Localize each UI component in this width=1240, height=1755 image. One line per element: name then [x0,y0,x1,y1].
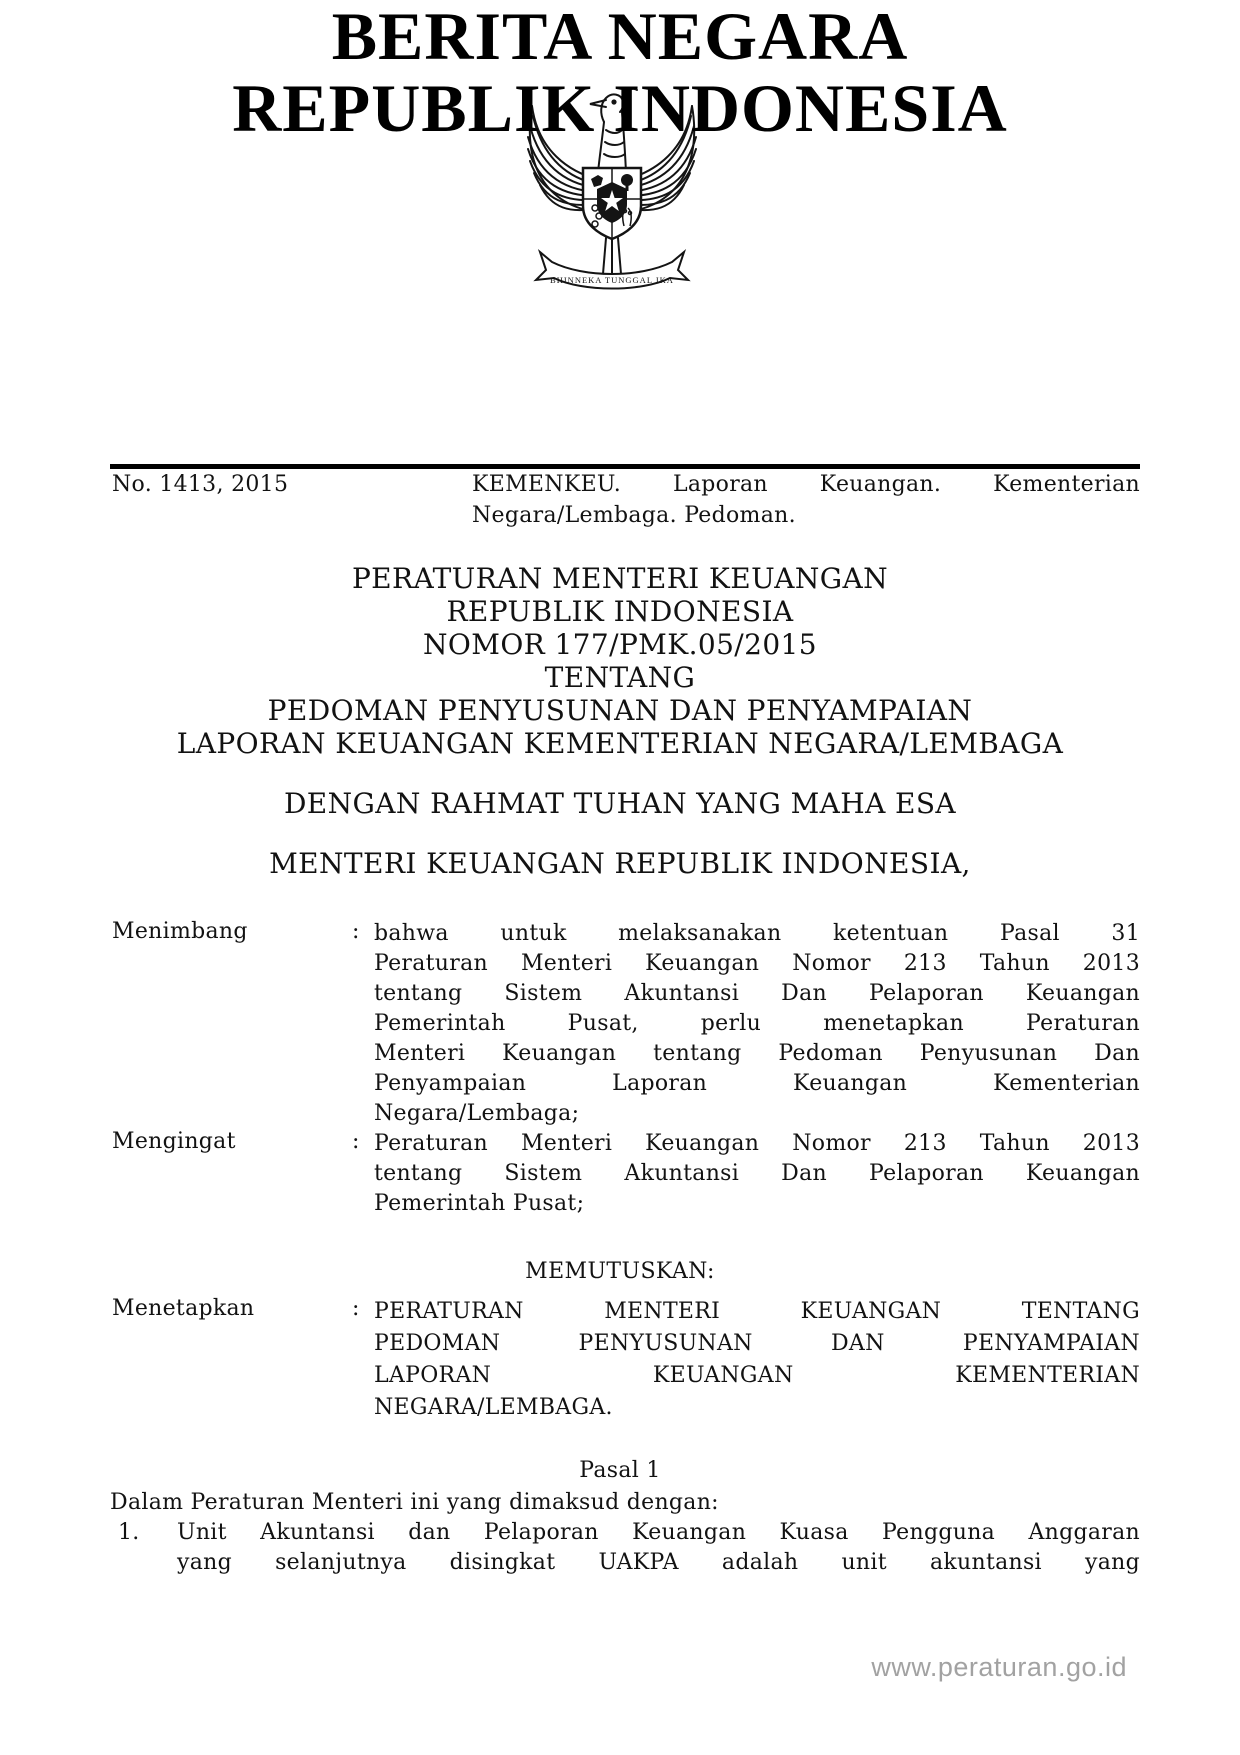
regulation-heading [0,562,1240,760]
subject-classification [472,469,1140,531]
issue-number: No. 1413, 2015 [112,472,289,497]
invocation-line: DENGAN RAHMAT TUHAN YANG MAHA ESA [283,787,957,820]
heading-line: LAPORAN KEUANGAN KEMENTERIAN NEGARA/LEMBAGA [176,727,1064,760]
masthead-title [0,0,1240,144]
masthead-title-line2: REPUBLIK INDONESIA [232,70,1008,146]
text-line: tentang Sistem Akuntansi Dan Pelaporan Keuangan [374,981,1140,1006]
mengingat-text [374,1129,1140,1219]
heading-line: TENTANG [544,661,696,694]
authority-line: MENTERI KEUANGAN REPUBLIK INDONESIA, [269,847,971,880]
motto-text: BHINNEKA TUNGGAL IKA [550,275,674,285]
memutuskan-line: MEMUTUSKAN: [525,1259,715,1284]
menimbang-label: Menimbang [112,919,248,944]
tail-feathers [603,238,621,279]
text-line: tentang Sistem Akuntansi Dan Pelaporan Keuangan [374,1161,1140,1186]
menetapkan-colon: : [352,1296,360,1321]
pancasila-shield [583,168,641,239]
masthead-title-line1: BERITA NEGARA [331,0,909,74]
text-line: Menteri Keuangan tentang Pedoman Penyusunan Dan [374,1041,1140,1066]
text-line: NEGARA/LEMBAGA. [374,1395,613,1420]
mengingat-colon: : [352,1129,360,1154]
text-line: Pemerintah Pusat, perlu menetapkan Peraturan [374,1011,1140,1036]
subject-line: Negara/Lembaga. Pedoman. [472,503,796,528]
heading-line: PERATURAN MENTERI KEUANGAN [351,562,889,595]
item-number: 1. [118,1520,140,1545]
heading-line: PEDOMAN PENYUSUNAN DAN PENYAMPAIAN [267,694,973,727]
footer-url: www.peraturan.go.id [871,1652,1127,1682]
menimbang-text [374,919,1140,1129]
text-line: Unit Akuntansi dan Pelaporan Keuangan Kuasa Pengguna Anggaran [177,1520,1140,1545]
text-line: bahwa untuk melaksanakan ketentuan Pasal 31 [374,921,1140,946]
heading-line: NOMOR 177/PMK.05/2015 [423,628,817,661]
text-line: LAPORAN KEUANGAN KEMENTERIAN [374,1363,1140,1388]
text-line: Penyampaian Laporan Keuangan Kementerian [374,1071,1140,1096]
text-line: Peraturan Menteri Keuangan Nomor 213 Tahun 2013 [374,951,1140,976]
text-line: PERATURAN MENTERI KEUANGAN TENTANG [374,1299,1140,1324]
text-line: Negara/Lembaga; [374,1101,580,1126]
menimbang-colon: : [352,919,360,944]
text-line: Pemerintah Pusat; [374,1191,585,1216]
list-item [110,1518,1140,1578]
text-line: yang selanjutnya disingkat UAKPA adalah unit akuntansi yang [177,1550,1140,1575]
subject-line: KEMENKEU. Laporan Keuangan. Kementerian [472,472,1140,497]
pasal-heading: Pasal 1 [579,1458,661,1483]
menetapkan-text [374,1296,1140,1424]
menetapkan-label: Menetapkan [112,1296,255,1321]
pasal-intro: Dalam Peraturan Menteri ini yang dimaksud dengan: [110,1490,719,1515]
item-text [177,1518,1140,1578]
mengingat-label: Mengingat [112,1129,236,1154]
text-line: Peraturan Menteri Keuangan Nomor 213 Tahun 2013 [374,1131,1140,1156]
heading-line: REPUBLIK INDONESIA [446,595,794,628]
text-line: PEDOMAN PENYUSUNAN DAN PENYAMPAIAN [374,1331,1140,1356]
